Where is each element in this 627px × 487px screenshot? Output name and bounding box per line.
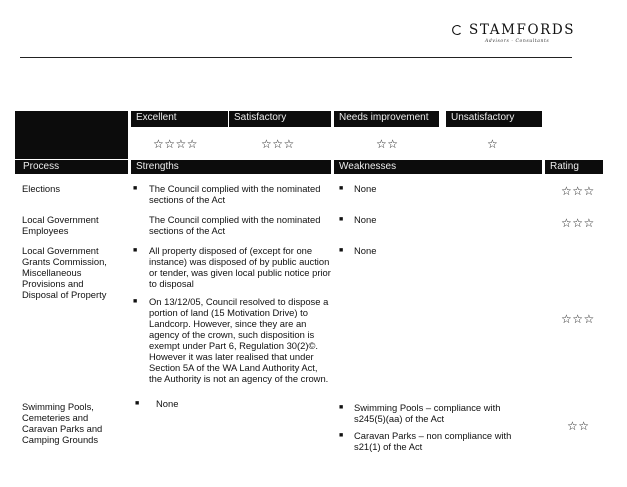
legend-stars-satisfactory: ☆☆☆ — [261, 137, 295, 151]
bullet-marker: ■ — [339, 185, 344, 192]
header-divider — [20, 57, 572, 58]
table-corner-block — [15, 111, 128, 159]
rating-stars: ☆☆☆ — [561, 216, 595, 230]
legend-stars-excellent: ☆☆☆☆ — [153, 137, 199, 151]
weakness-item: None — [354, 214, 377, 225]
weakness-item: None — [354, 183, 377, 194]
strength-item: The Council complied with the nominated sections of the Act — [149, 183, 321, 205]
legend-stars-unsatisfactory: ☆ — [487, 137, 499, 151]
process-elections: Elections — [22, 183, 61, 194]
column-header-rating: Rating — [545, 160, 603, 174]
rating-stars: ☆☆☆ — [561, 312, 595, 326]
strength-item: The Council complied with the nominated sections of the Act — [149, 214, 321, 236]
brand-name: STAMFORDS — [469, 22, 576, 38]
strength-item: All property disposed of (except for one instance) was disposed of by public auction or tender, was given local public notice prior to disposal — [149, 245, 331, 289]
bullet-marker: ■ — [133, 298, 138, 305]
bullet-marker: ■ — [135, 400, 140, 407]
process-disposal-of-property: Local Government Grants Commission, Miscellaneous Provisions and Disposal of Property — [22, 245, 107, 300]
column-header-process: Process — [15, 160, 128, 174]
strength-item: On 13/12/05, Council resolved to dispose a portion of land (15 Motivation Drive) to Landcorp. However, since they are an agency of the crown, such disposition is exempt under Part 6, Regulation 30(2)©. However it was later realised that under Section 5A of the WA Land Authority Act, the Authority is not an agency of the crown. — [149, 296, 329, 384]
rating-stars: ☆☆☆ — [561, 184, 595, 198]
weakness-item: None — [354, 245, 377, 256]
bullet-marker: ■ — [339, 247, 344, 254]
legend-excellent: Excellent — [131, 111, 228, 127]
weakness-item: Caravan Parks – non compliance with s21(1) of the Act — [354, 430, 512, 452]
legend-stars-needs-improvement: ☆☆ — [376, 137, 399, 151]
bullet-marker: ■ — [133, 247, 138, 254]
strength-item: None — [156, 398, 179, 409]
logo-mark-icon — [451, 24, 463, 36]
bullet-marker: ■ — [339, 216, 344, 223]
bullet-marker: ■ — [339, 432, 344, 439]
process-local-government-employees: Local Government Employees — [22, 214, 99, 236]
legend-unsatisfactory: Unsatisfactory — [446, 111, 542, 127]
column-header-strengths: Strengths — [131, 160, 331, 174]
bullet-marker: ■ — [339, 404, 344, 411]
bullet-marker: ■ — [133, 185, 138, 192]
process-swimming-pools: Swimming Pools, Cemeteries and Caravan Parks and Camping Grounds — [22, 401, 103, 445]
legend-needs-improvement: Needs improvement — [334, 111, 439, 127]
rating-stars: ☆☆ — [567, 419, 590, 433]
weakness-item: Swimming Pools – compliance with s245(5)(aa) of the Act — [354, 402, 501, 424]
column-header-weaknesses: Weaknesses — [334, 160, 542, 174]
legend-satisfactory: Satisfactory — [229, 111, 331, 127]
brand-tagline: Advisors · Consultants — [485, 39, 550, 44]
